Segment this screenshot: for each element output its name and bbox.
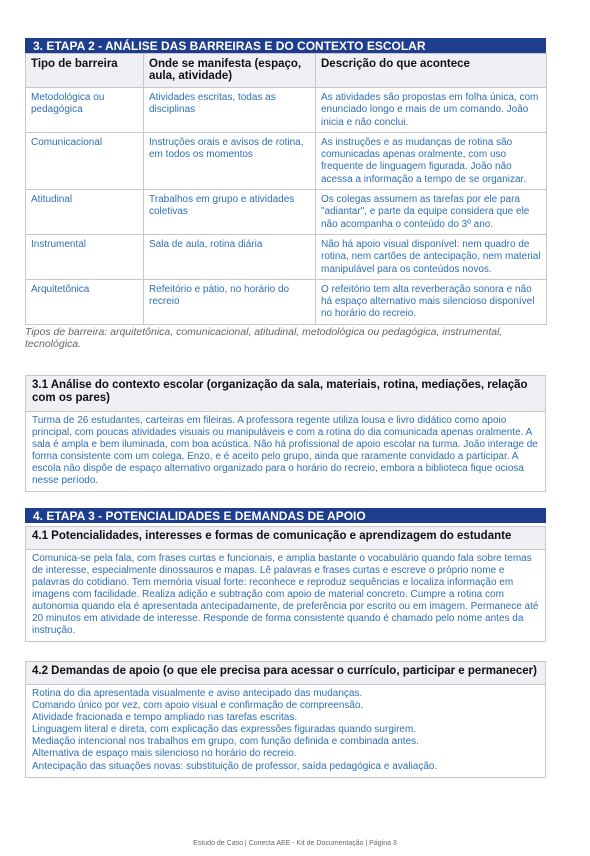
table-row [26,234,547,279]
header-where: Onde se manifesta (espaço, aula, atividade) [144,54,316,88]
document-page [25,38,546,778]
table-row [26,190,547,235]
table-header-row [26,54,547,88]
potentials-body: Comunica-se pela fala, com frases curtas e funcionais, e amplia bastante o vocabulário quando fala sobre temas de interesse, especialmente dinossauros e mapas. Lê palavras e frases curtas e escreve o próprio nome e palavras do cotidiano. Tem memória visual forte: reconhece e reproduz sequências e localiza informação em imagens com facilidade. Realiza adição e subtração com apoio de material concreto. Cumpre a rotina com autonomia quando ela é apresentada antecipadamente, de preferência por escrito ou em imagem. Permanece até 20 minutos em atividade de interesse. Responde de forma consistente quando é chamado pelo nome antes da instrução. [32,552,539,637]
list-item: Linguagem literal e direta, com explicação das expressões figuradas quando surgirem. [32,724,417,736]
context-analysis-title: 3.1 Análise do contexto escolar (organização da sala, materiais, rotina, mediações, relação com os pares) [26,376,545,412]
context-analysis-box [25,375,546,493]
cell-barrier-type: Comunicacional [26,132,144,189]
support-demands-box [25,661,546,777]
header-description: Descrição do que acontece [316,54,547,88]
cell-where: Refeitório e pátio, no horário do recreio [144,279,316,324]
section-4-heading: 4. ETAPA 3 - POTENCIALIDADES E DEMANDAS DE APOIO [25,508,546,523]
cell-description: As instruções e as mudanças de rotina são comunicadas apenas oralmente, com uso frequente de linguagem figurada. João não acessa a informação a tempo de se organizar. [316,132,547,189]
cell-where: Trabalhos em grupo e atividades coletivas [144,190,316,235]
cell-where: Atividades escritas, todas as disciplinas [144,88,316,133]
cell-description: Os colegas assumem as tarefas por ele para "adiantar", e parte da equipe considera que ele não acompanha o conteúdo do 3º ano. [316,190,547,235]
table-row [26,279,547,324]
cell-description: Não há apoio visual disponível: nem quadro de rotina, nem cartões de antecipação, nem material manipulável para os conteúdos novos. [316,234,547,279]
cell-barrier-type: Metodológica ou pedagógica [26,88,144,133]
cell-barrier-type: Instrumental [26,234,144,279]
cell-barrier-type: Arquitetônica [26,279,144,324]
potentials-box [25,526,546,642]
list-item: Rotina do dia apresentada visualmente e aviso antecipado das mudanças. [32,687,363,699]
list-item: Alternativa de espaço mais silencioso no horário do recreio. [32,748,297,760]
cell-where: Instruções orais e avisos de rotina, em todos os momentos [144,132,316,189]
support-demands-list [26,685,545,777]
section-3-heading: 3. ETAPA 2 - ANÁLISE DAS BARREIRAS E DO CONTEXTO ESCOLAR [25,38,546,53]
cell-barrier-type: Atitudinal [26,190,144,235]
header-barrier-type: Tipo de barreira [26,54,144,88]
context-analysis-body: Turma de 26 estudantes, carteiras em fileiras. A professora regente utiliza lousa e livro didático como apoio principal, com poucas atividades visuais ou manipuláveis e com a rotina do dia comunicada apenas oralmente. A sala é ampla e bem iluminada, com boa acústica. Não há profissional de apoio escolar na turma. João interage de forma consistente com um colega, Enzo, e é aceito pelo grupo, ainda que raramente convidado a participar. A escola não dispõe de espaço alternativo organizado para o horário do recreio, embora a biblioteca fique ociosa nesse período. [32,414,538,487]
cell-description: O refeitório tem alta reverberação sonora e não há espaço alternativo mais silencioso disponível no horário do recreio. [316,279,547,324]
barrier-types-caption: Tipos de barreira: arquitetônica, comunicacional, atitudinal, metodológica ou pedagógica, instrumental, tecnológica. [25,325,503,351]
list-item: Mediação intencional nos trabalhos em grupo, com função definida e combinada antes. [32,736,419,748]
list-item: Antecipação das situações novas: substituição de professor, saída pedagógica e avaliação. [32,760,438,772]
support-demands-title: 4.2 Demandas de apoio (o que ele precisa para acessar o currículo, participar e permanecer) [26,662,545,685]
list-item: Comando único por vez, com apoio visual e confirmação de compreensão. [32,700,364,712]
page-footer: Estudo de Caso | Conecta AEE - Kit de Documentação | Página 3 [193,840,397,847]
table-row [26,88,547,133]
list-item: Atividade fracionada e tempo ampliado nas tarefas escritas. [32,712,298,724]
cell-where: Sala de aula, rotina diária [144,234,316,279]
potentials-title: 4.1 Potencialidades, interesses e formas de comunicação e aprendizagem do estudante [26,527,545,550]
barriers-table [25,53,547,325]
table-row [26,132,547,189]
cell-description: As atividades são propostas em folha única, com enunciado longo e mais de um comando. João inicia e não conclui. [316,88,547,133]
